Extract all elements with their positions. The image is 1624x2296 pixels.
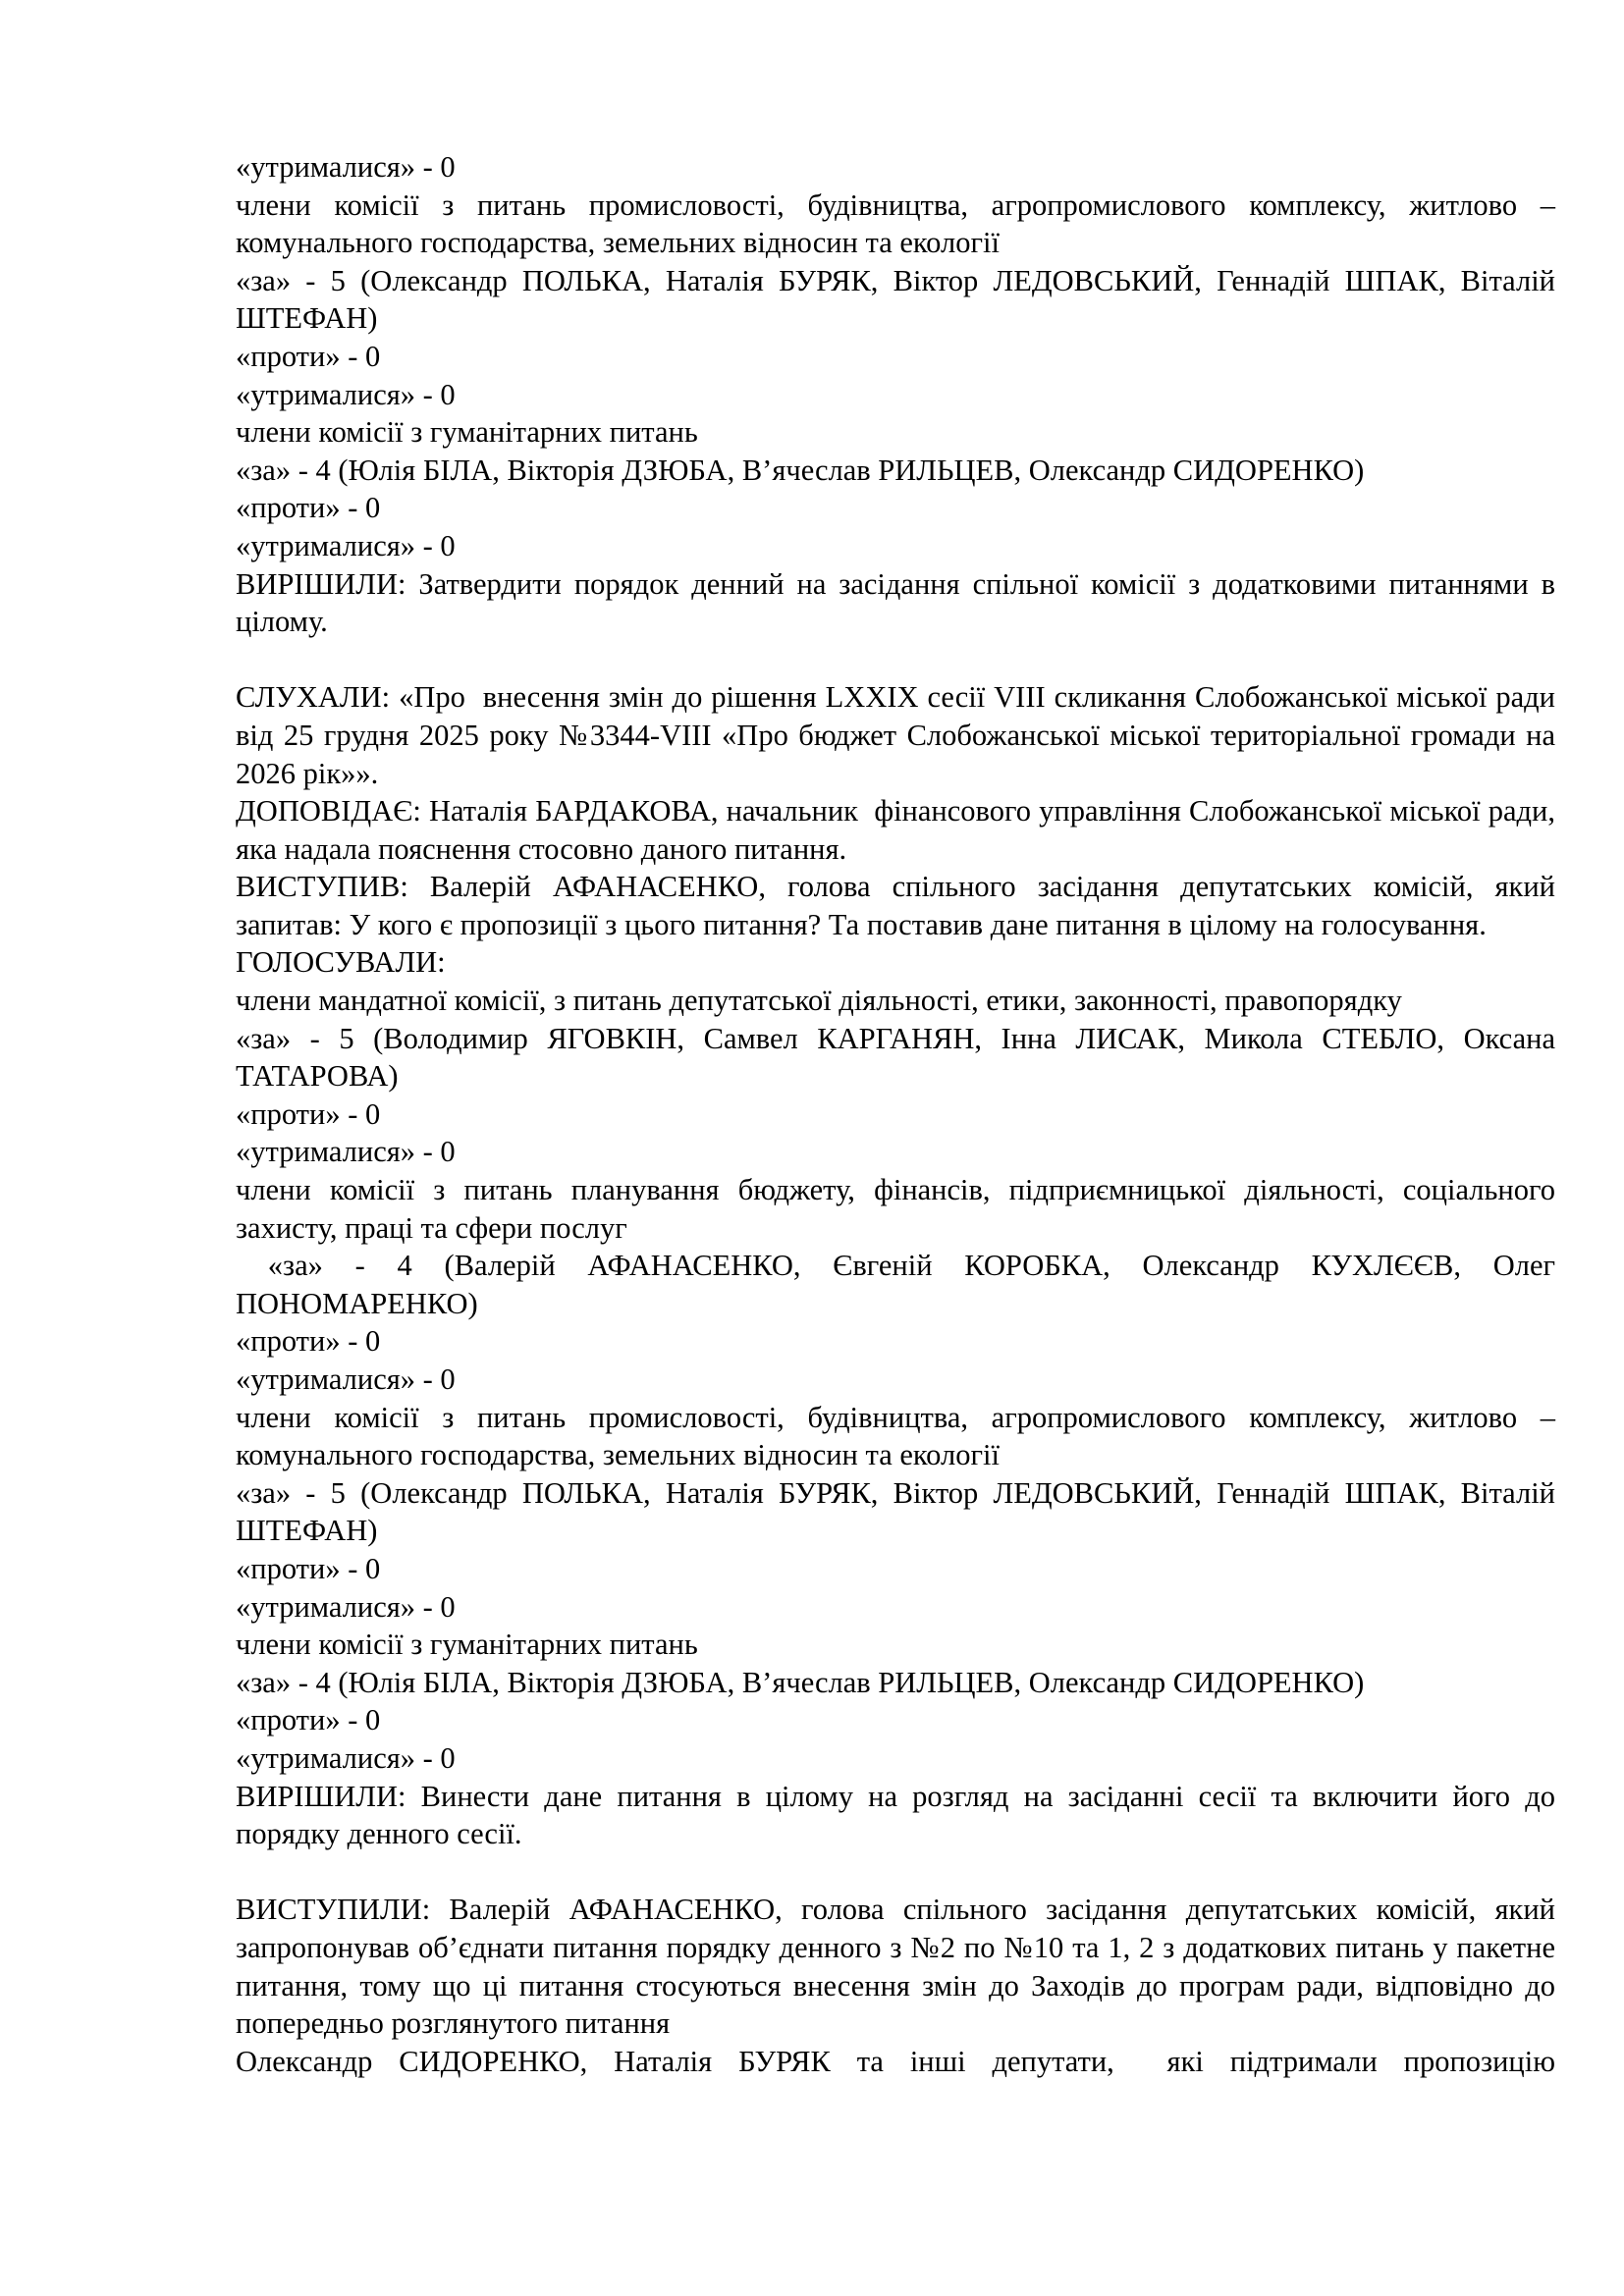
paragraph: «утрималися» - 0 <box>236 1740 456 1775</box>
paragraph: «утрималися» - 0 <box>236 150 456 184</box>
paragraph: «утрималися» - 0 <box>236 528 456 562</box>
paragraph: «за» - 4 (Юлія БІЛА, Вікторія ДЗЮБА, В’ячеслав РИЛЬЦЕВ, Олександр СИДОРЕНКО) <box>236 453 1365 487</box>
paragraph: ВИРІШИЛИ: Винести дане питання в цілому на розгляд на засіданні сесії та включити його до порядку денного сесії. <box>236 1779 1563 1851</box>
paragraph: члени комісії з питань промисловості, будівництва, агропромислового комплексу, житлово – комунального господарства, земельних відносин та екології <box>236 1400 1563 1472</box>
paragraph: члени комісії з гуманітарних питань <box>236 1628 698 1662</box>
paragraph: «за» - 5 (Олександр ПОЛЬКА, Наталія БУРЯК, Віктор ЛЕДОВСЬКИЙ, Геннадій ШПАК, Віталій ШТЕФАН) <box>236 1475 1563 1548</box>
paragraph-spacer <box>236 641 1555 679</box>
paragraph: «проти» - 0 <box>236 1324 381 1359</box>
paragraph: члени комісії з питань планування бюджету, фінансів, підприємницької діяльності, соціального захисту, праці та сфери послуг <box>236 1173 1563 1245</box>
paragraph: ВИСТУПИВ: Валерій АФАНАСЕНКО, голова спільного засідання депутатських комісій, який запитав: У кого є пропозиції з цього питання? Та поставив дане питання в цілому на голосування. <box>236 870 1563 941</box>
paragraph: «утрималися» - 0 <box>236 1362 456 1396</box>
paragraph: «за» - 4 (Валерій АФАНАСЕНКО, Євгеній КОРОБКА, Олександр КУХЛЄЄВ, Олег ПОНОМАРЕНКО) <box>236 1249 1563 1320</box>
paragraph: «проти» - 0 <box>236 1703 381 1737</box>
paragraph: ВИРІШИЛИ: Затвердити порядок денний на засідання спільної комісії з додатковими питаннями в цілому. <box>236 566 1563 639</box>
document-body <box>236 148 1563 2080</box>
paragraph: «утрималися» - 0 <box>236 377 456 411</box>
paragraph: члени комісії з гуманітарних питань <box>236 415 698 450</box>
paragraph: «за» - 4 (Юлія БІЛА, Вікторія ДЗЮБА, В’ячеслав РИЛЬЦЕВ, Олександр СИДОРЕНКО) <box>236 1665 1365 1699</box>
paragraph: «за» - 5 (Володимир ЯГОВКІН, Самвел КАРГАНЯН, Інна ЛИСАК, Микола СТЕБЛО, Оксана ТАТАРОВА) <box>236 1021 1563 1094</box>
paragraph-spacer <box>236 1853 1555 1892</box>
paragraph: «проти» - 0 <box>236 339 381 373</box>
paragraph: Олександр СИДОРЕНКО, Наталія БУРЯК та інші депутати, які підтримали пропозицію <box>236 2044 1555 2078</box>
paragraph: ВИСТУПИЛИ: Валерій АФАНАСЕНКО, голова спільного засідання депутатських комісій, який запропонував об’єднати питання порядку денного з №2 по №10 та 1, 2 з додаткових питань у пакетне питання, тому що ці питання стосуються внесення змін до Заходів до програм ради, відповідно до попередньо розглянутого питання <box>236 1893 1563 2041</box>
paragraph: «проти» - 0 <box>236 491 381 525</box>
paragraph: ГОЛОСУВАЛИ: <box>236 945 446 980</box>
paragraph: «проти» - 0 <box>236 1551 381 1585</box>
paragraph: члени мандатної комісії, з питань депутатської діяльності, етики, законності, правопорядку <box>236 984 1402 1018</box>
paragraph: «за» - 5 (Олександр ПОЛЬКА, Наталія БУРЯК, Віктор ЛЕДОВСЬКИЙ, Геннадій ШПАК, Віталій ШТЕФАН) <box>236 263 1563 336</box>
paragraph: члени комісії з питань промисловості, будівництва, агропромислового комплексу, житлово – комунального господарства, земельних відносин та екології <box>236 187 1563 260</box>
paragraph: «проти» - 0 <box>236 1096 381 1131</box>
paragraph: СЛУХАЛИ: «Про внесення змін до рішення LXXIX сесії VIII скликання Слобожанської міської ради від 25 грудня 2025 року №3344-VIII «Про бюджет Слобожанської міської територіальної громади на 2026 рік»». <box>236 680 1563 790</box>
paragraph: ДОПОВІДАЄ: Наталія БАРДАКОВА, начальник фінансового управління Слобожанської міської ради, яка надала пояснення стосовно даного питання. <box>236 794 1563 866</box>
paragraph: «утрималися» - 0 <box>236 1589 456 1624</box>
paragraph: «утрималися» - 0 <box>236 1135 456 1169</box>
